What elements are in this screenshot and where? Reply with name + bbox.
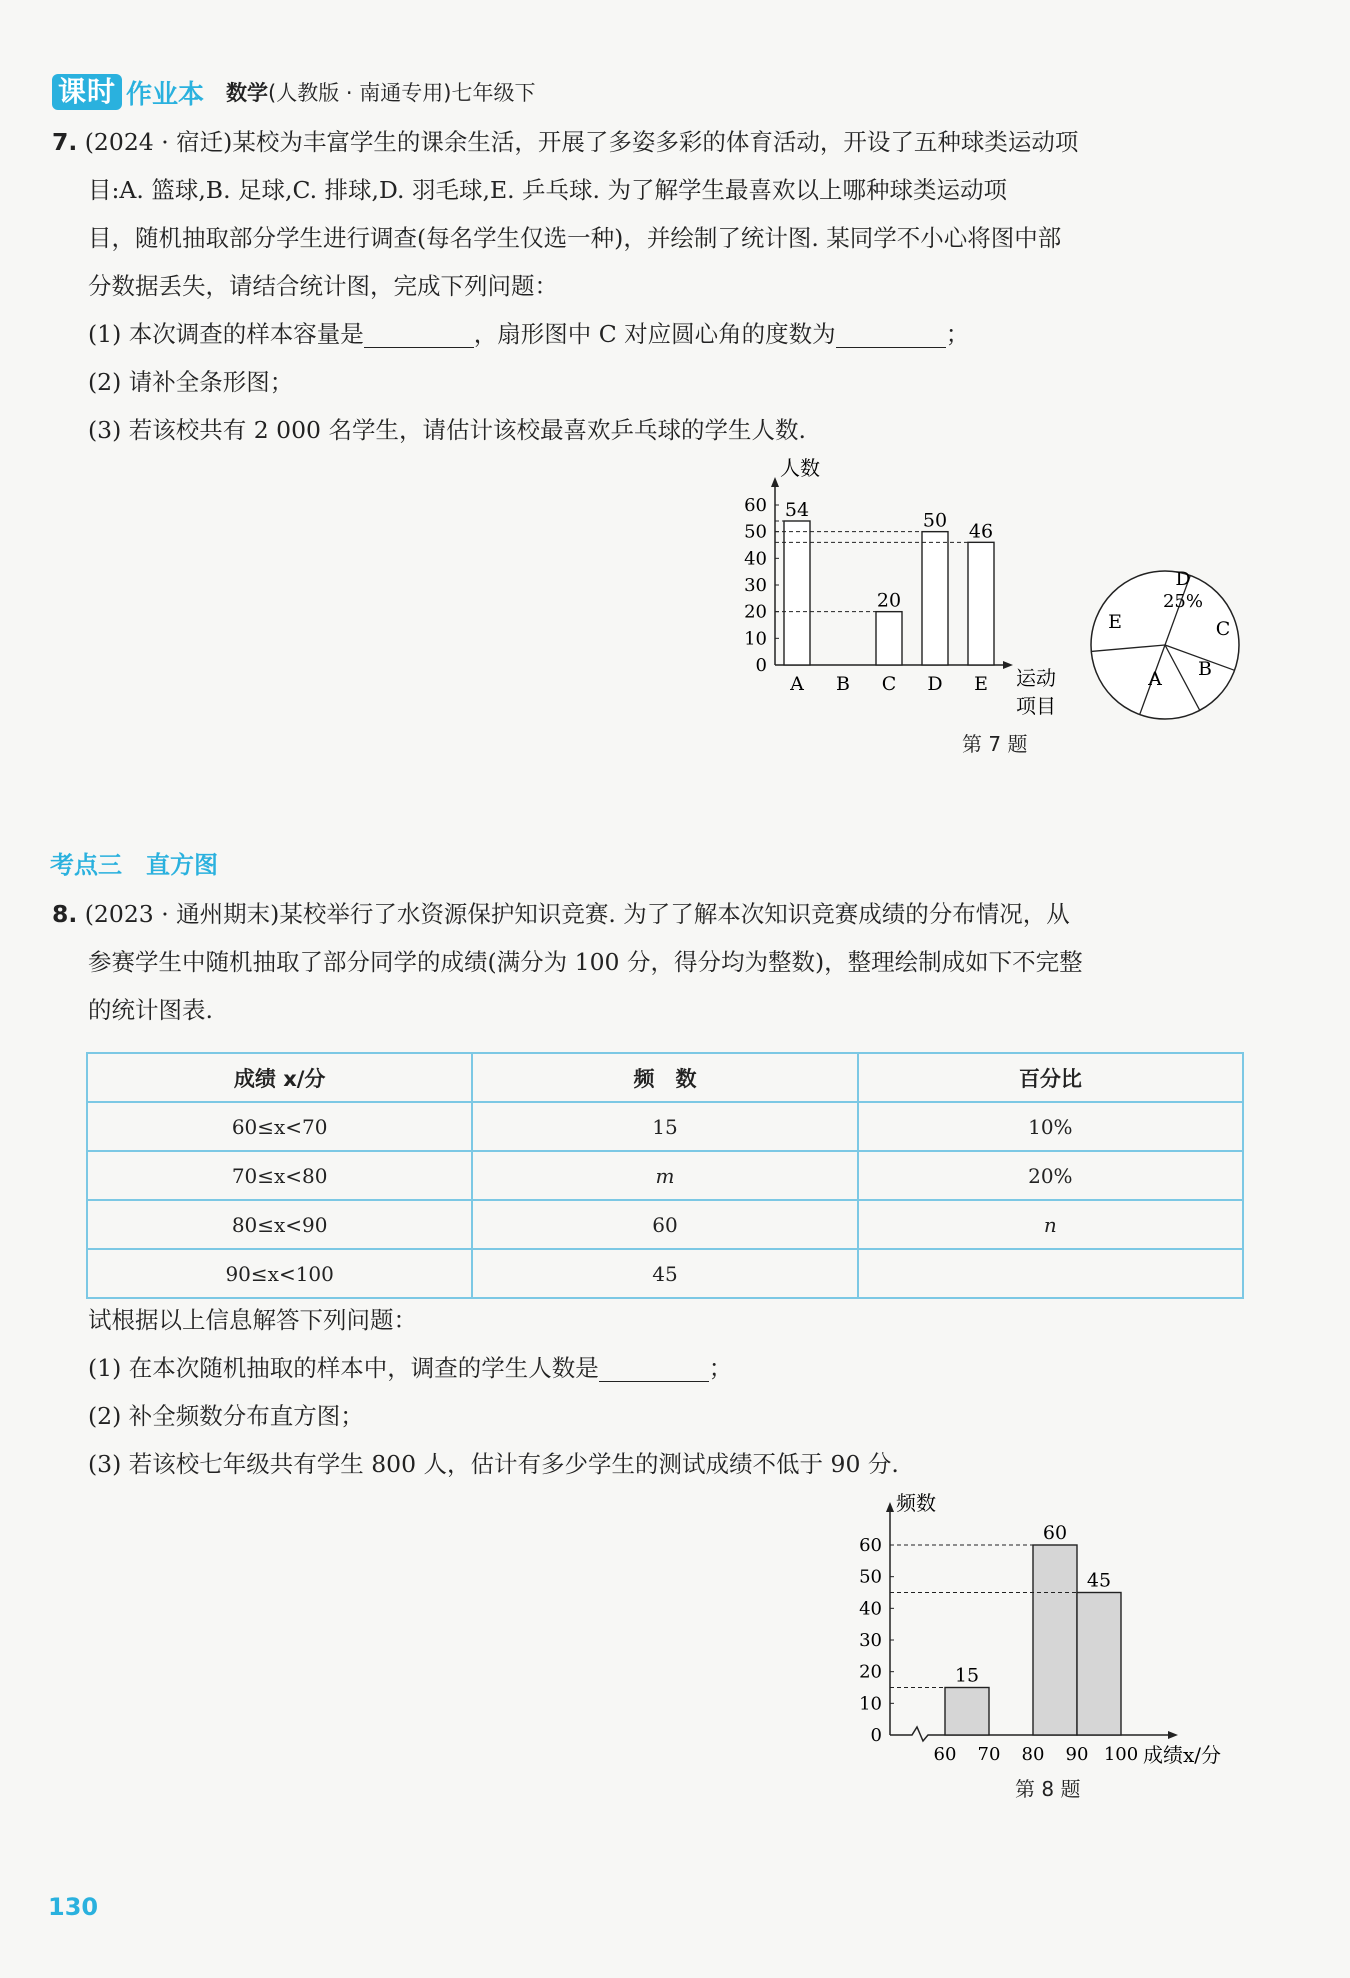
table-header: 频 数 (472, 1053, 857, 1102)
question-text-line: 参赛学生中随机抽取了部分同学的成绩(满分为 100 分，得分均为整数)，整理绘制成如下不完整 (88, 948, 1083, 976)
table-cell: 90≤x<100 (87, 1249, 472, 1298)
y-tick-label: 30 (859, 1630, 882, 1651)
pie-slice-label: C (1215, 618, 1231, 640)
data-label: 54 (784, 499, 810, 521)
y-tick-label: 20 (744, 601, 767, 623)
question-number: 8. (52, 900, 78, 928)
q8-sub1-text: (1) 在本次随机抽取的样本中，调查的学生人数是 (88, 1354, 599, 1382)
bar (876, 612, 902, 665)
table-cell: 60≤x<70 (87, 1102, 472, 1151)
x-tick-label: D (927, 673, 943, 695)
brand-box: 课时 (52, 74, 122, 110)
table-header: 成绩 x/分 (87, 1053, 472, 1102)
pie-slice-label: A (1148, 668, 1162, 690)
y-axis-arrow (886, 1502, 894, 1512)
x-tick-label: 60 (933, 1744, 957, 1765)
y-tick-label: 40 (744, 548, 767, 570)
histogram-bar (1033, 1545, 1077, 1735)
histogram-bar (945, 1688, 989, 1736)
q7-sub-2: (2) 请补全条形图； (88, 368, 294, 396)
table-cell: m (472, 1151, 857, 1200)
x-tick-label: A (790, 673, 804, 695)
q7-pie-chart (1085, 560, 1245, 730)
page-header (52, 72, 535, 112)
y-tick-label: 0 (755, 655, 767, 676)
y-axis-label: 频数 (896, 1491, 936, 1515)
q7-sub-1 (88, 310, 969, 358)
pie-slice-label: B (1198, 658, 1212, 680)
x-tick-label: 90 (1065, 1744, 1089, 1765)
y-tick-label: 40 (859, 1598, 882, 1620)
y-tick-label: 10 (859, 1693, 882, 1715)
q7-sub1-text: (1) 本次调查的样本容量是 (88, 320, 364, 348)
question-text-line: 目:A. 篮球,B. 足球,C. 排球,D. 羽毛球,E. 乒乓球. 为了解学生最喜欢以上哪种球类运动项 (88, 176, 1007, 204)
question-number: 7. (52, 128, 78, 156)
question-text-line: 分数据丢失，请结合统计图，完成下列问题： (88, 272, 558, 300)
q8-histogram (840, 1490, 1250, 1770)
q7-sub1-text: ，扇形图中 C 对应圆心角的度数为 (473, 320, 836, 348)
table-row (87, 1200, 1243, 1249)
table-row (87, 1249, 1243, 1298)
question-text-line: 的统计图表. (88, 996, 213, 1024)
data-label: 50 (922, 509, 948, 532)
pie-slice-value: 25% (1162, 591, 1204, 612)
x-tick-label: 100 (1103, 1744, 1139, 1765)
histogram-bar (1077, 1593, 1121, 1736)
q8-caption: 第 8 题 (1015, 1777, 1081, 1801)
x-axis-label: 运动 (1016, 666, 1056, 690)
table-cell: 70≤x<80 (87, 1151, 472, 1200)
question-text-line: (2024 · 宿迁)某校为丰富学生的课余生活，开展了多姿多彩的体育活动，开设了五种球类运动项 (84, 128, 1079, 156)
table-cell: 80≤x<90 (87, 1200, 472, 1249)
q8-sub1-text: ； (708, 1354, 733, 1382)
y-tick-label: 50 (859, 1566, 882, 1588)
brand-title: 作业本 (126, 79, 205, 110)
page-number: 130 (48, 1893, 99, 1921)
q8-sub-3: (3) 若该校七年级共有学生 800 人，估计有多少学生的测试成绩不低于 90 分. (88, 1450, 899, 1478)
x-tick-label: C (881, 673, 897, 695)
y-axis-arrow (771, 477, 779, 487)
pie-slice-label: D (1175, 568, 1191, 590)
table-header-row (87, 1053, 1243, 1102)
table-cell: 45 (472, 1249, 857, 1298)
y-tick-label: 10 (744, 628, 767, 650)
q8-intro: 试根据以上信息解答下列问题： (88, 1306, 417, 1334)
table-row (87, 1151, 1243, 1200)
y-tick-label: 60 (859, 1535, 882, 1556)
y-tick-label: 60 (744, 495, 767, 516)
data-label: 46 (968, 520, 994, 543)
table-cell: n (858, 1200, 1243, 1249)
x-axis-label: 成绩x/分 (1143, 1743, 1222, 1767)
x-tick-label: 70 (977, 1744, 1001, 1765)
answer-blank[interactable] (836, 317, 946, 348)
question-text-line: 目，随机抽取部分学生进行调查(每名学生仅选一种)，并绘制了统计图. 某同学不小心将图中部 (88, 224, 1062, 252)
subject-name: 数学 (226, 81, 269, 105)
y-tick-label: 30 (744, 575, 767, 596)
subject-edition: (人教版 · 南通专用)七年级下 (268, 81, 536, 105)
pie-slice-label: E (1108, 611, 1122, 633)
y-tick-label: 20 (859, 1661, 882, 1683)
q7-bar-chart (730, 455, 1080, 735)
x-tick-label: E (974, 673, 988, 695)
table-cell: 10% (858, 1102, 1243, 1151)
x-axis-label: 项目 (1016, 694, 1056, 718)
x-tick-label: B (836, 673, 850, 695)
data-label: 60 (1042, 1522, 1068, 1544)
x-axis-arrow (1168, 1731, 1178, 1739)
y-tick-label: 50 (744, 521, 767, 543)
q8-sub-1 (88, 1344, 732, 1392)
bar (968, 542, 994, 665)
table-cell: 15 (472, 1102, 857, 1151)
bar (922, 532, 948, 665)
table-cell (858, 1249, 1243, 1298)
data-label: 15 (954, 1664, 980, 1687)
table-row (87, 1102, 1243, 1151)
data-label: 20 (876, 589, 902, 612)
answer-blank[interactable] (364, 317, 474, 348)
x-axis (890, 1727, 1170, 1741)
subject-line (226, 77, 535, 107)
y-axis-label: 人数 (780, 456, 820, 480)
question-7 (52, 118, 1252, 310)
table-cell: 60 (472, 1200, 857, 1249)
table-cell: 20% (858, 1151, 1243, 1200)
table-header: 百分比 (858, 1053, 1243, 1102)
x-tick-label: 80 (1021, 1744, 1045, 1765)
question-8 (52, 890, 1252, 1034)
question-text-line: (2023 · 通州期末)某校举行了水资源保护知识竞赛. 为了了解本次知识竞赛成绩的分布情况，从 (84, 900, 1070, 928)
y-tick-label: 0 (870, 1725, 882, 1746)
q7-caption: 第 7 题 (962, 732, 1028, 756)
x-axis-arrow (1003, 661, 1013, 669)
frequency-table (86, 1052, 1244, 1299)
q8-sub-2: (2) 补全频数分布直方图； (88, 1402, 364, 1430)
data-label: 45 (1086, 1569, 1112, 1592)
answer-blank[interactable] (599, 1351, 709, 1382)
brand-logo (52, 74, 204, 111)
q7-sub1-text: ； (945, 320, 970, 348)
section-title: 考点三 直方图 (50, 851, 218, 879)
q7-sub-3: (3) 若该校共有 2 000 名学生，请估计该校最喜欢乒乓球的学生人数. (88, 416, 806, 444)
